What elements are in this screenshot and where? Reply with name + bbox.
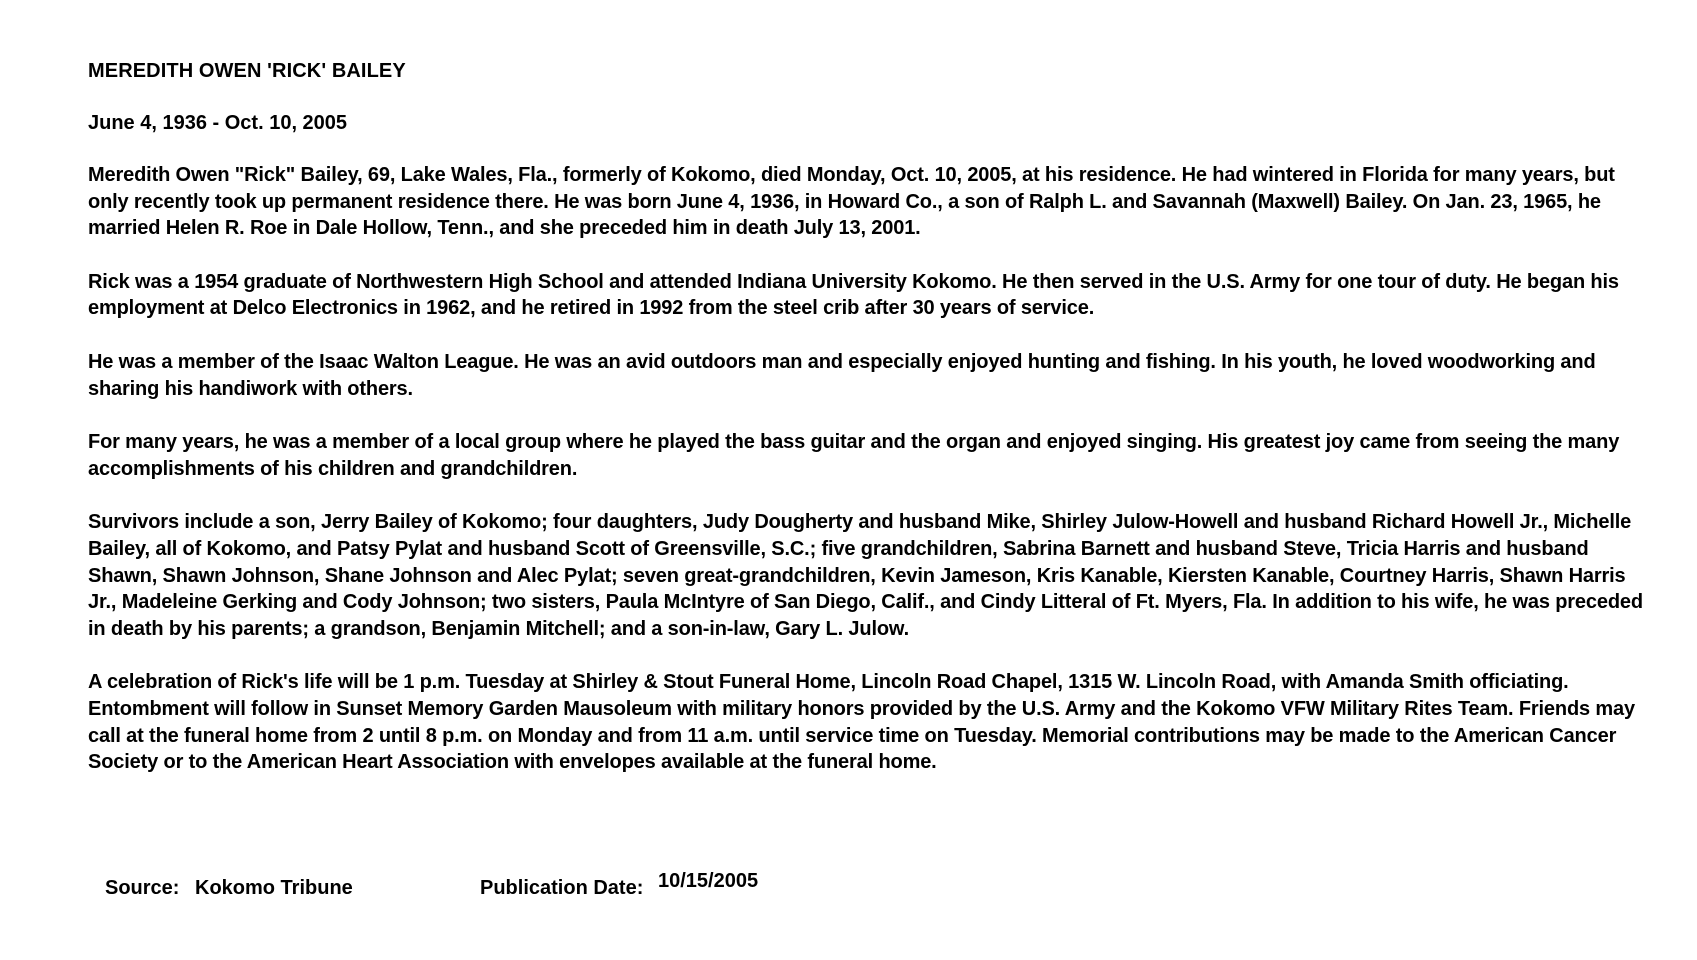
source-label: Source: xyxy=(105,877,180,899)
paragraph-education-career: Rick was a 1954 graduate of Northwestern High School and attended Indiana University Kokomo. He then served in the U.S. Army for one tour of duty. He began his employment at Delco Electronics in 1962, and he retired in 1992 from the steel crib after 30 years of service. xyxy=(88,270,1619,320)
source-footer xyxy=(105,868,768,901)
paragraph-services: A celebration of Rick's life will be 1 p.m. Tuesday at Shirley & Stout Funeral Home, Lincoln Road Chapel, 1315 W. Lincoln Road, with Amanda Smith officiating. Entombment will follow in Sunset Memory Garden Mausoleum with military honors provided by the U.S. Army and the Kokomo VFW Military Rites Team. Friends may call at the funeral home from 2 until 8 p.m. on Monday and from 11 a.m. until service time on Tuesday. Memorial contributions may be made to the American Cancer Society or to the American Heart Association with envelopes available at the funeral home. xyxy=(88,671,1635,774)
life-dates: June 4, 1936 - Oct. 10, 2005 xyxy=(88,112,348,134)
paragraph-survivors: Survivors include a son, Jerry Bailey of Kokomo; four daughters, Judy Dougherty and husband Mike, Shirley Julow-Howell and husband Richard Howell Jr., Michelle Bailey, all of Kokomo, and Patsy Pylat and husband Scott of Greensville, S.C.; five grandchildren, Sabrina Barnett and husband Steve, Tricia Harris and husband Shawn, Shawn Johnson, Shane Johnson and Alec Pylat; seven great-grandchildren, Kevin Jameson, Kris Kanable, Kiersten Kanable, Courtney Harris, Shawn Harris Jr., Madeleine Gerking and Cody Johnson; two sisters, Paula McIntyre of San Diego, Calif., and Cindy Litteral of Ft. Myers, Fla. In addition to his wife, he was preceded in death by his parents; a grandson, Benjamin Mitchell; and a son-in-law, Gary L. Julow. xyxy=(88,511,1643,640)
obituary-content xyxy=(88,58,1658,803)
paragraph-interests: He was a member of the Isaac Walton League. He was an avid outdoors man and especially enjoyed hunting and fishing. In his youth, he loved woodworking and sharing his handiwork with others. xyxy=(88,350,1596,400)
source-value: Kokomo Tribune xyxy=(195,877,353,899)
paragraph-death-notice: Meredith Owen "Rick" Bailey, 69, Lake Wales, Fla., formerly of Kokomo, died Monday, Oct. 10, 2005, at his residence. He had wintered in Florida for many years, but only recently took up permanent residence there. He was born June 4, 1936, in Howard Co., a son of Ralph L. and Savannah (Maxwell) Bailey. On Jan. 23, 1965, he married Helen R. Roe in Dale Hollow, Tenn., and she preceded him in death July 13, 2001. xyxy=(88,164,1615,240)
publication-date-label: Publication Date: xyxy=(480,877,644,899)
publication-date-value: 10/15/2005 xyxy=(658,870,759,892)
obituary-title: MEREDITH OWEN 'RICK' BAILEY xyxy=(88,60,406,82)
paragraph-music: For many years, he was a member of a local group where he played the bass guitar and the organ and enjoyed singing. His greatest joy came from seeing the many accomplishments of his children and grandchildren. xyxy=(88,431,1620,480)
